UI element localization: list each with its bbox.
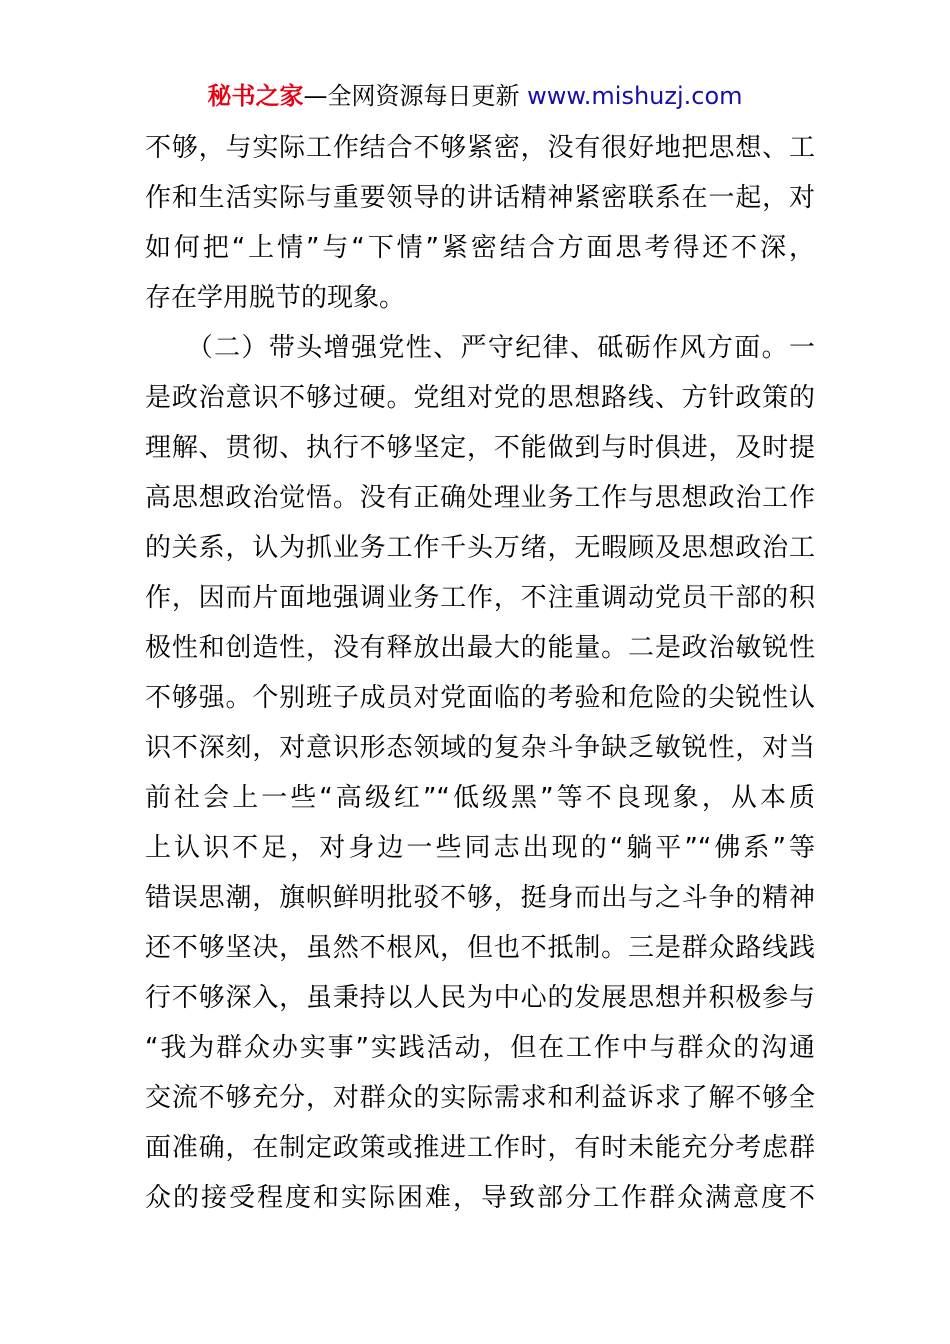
text-line: 理解、贯彻、执行不够坚定，不能做到与时俱进，及时提 — [145, 433, 815, 463]
text-line: 高思想政治觉悟。没有正确处理业务工作与思想政治工作 — [145, 483, 815, 513]
text-line: 如何把“上情”与“下情”紧密结合方面思考得还不深， — [145, 233, 815, 263]
text-line: 不够强。个别班子成员对党面临的考验和危险的尖锐性认 — [145, 683, 815, 713]
text-line: “我为群众办实事”实践活动，但在工作中与群众的沟通 — [145, 1033, 815, 1063]
text-line: 识不深刻，对意识形态领域的复杂斗争缺乏敏锐性，对当 — [145, 733, 815, 763]
site-url-link[interactable]: www.mishuzj.com — [527, 82, 743, 110]
text-line: 前社会上一些“高级红”“低级黑”等不良现象，从本质 — [145, 783, 815, 813]
text-line: 上认识不足，对身边一些同志出现的“躺平”“佛系”等 — [145, 833, 815, 863]
text-line: 还不够坚决，虽然不根风，但也不抵制。三是群众路线践 — [145, 933, 815, 963]
text-line: 面准确，在制定政策或推进工作时，有时未能充分考虑群 — [145, 1133, 815, 1163]
text-line: 作和生活实际与重要领导的讲话精神紧密联系在一起，对 — [145, 183, 815, 213]
page-header — [0, 78, 950, 114]
text-line: 存在学用脱节的现象。 — [145, 283, 406, 313]
site-brand: 秘书之家 — [207, 82, 304, 110]
text-line: 错误思潮，旗帜鲜明批驳不够，挺身而出与之斗争的精神 — [145, 883, 815, 913]
text-line: 是政治意识不够过硬。党组对党的思想路线、方针政策的 — [145, 383, 815, 413]
text-line: 不够，与实际工作结合不够紧密，没有很好地把思想、工 — [145, 133, 815, 163]
site-tagline: —全网资源每日更新 — [303, 82, 528, 110]
text-line: 极性和创造性，没有释放出最大的能量。二是政治敏锐性 — [145, 633, 815, 663]
text-line: 交流不够充分，对群众的实际需求和利益诉求了解不够全 — [145, 1083, 815, 1113]
text-line: 的关系，认为抓业务工作千头万绪，无暇顾及思想政治工 — [145, 533, 815, 563]
document-body — [145, 123, 815, 1223]
section-heading-line: （二）带头增强党性、严守纪律、砥砺作风方面。一 — [145, 333, 815, 363]
text-line: 行不够深入，虽秉持以人民为中心的发展思想并积极参与 — [145, 983, 815, 1013]
text-line: 作，因而片面地强调业务工作，不注重调动党员干部的积 — [145, 583, 815, 613]
text-line: 众的接受程度和实际困难，导致部分工作群众满意度不 — [145, 1183, 815, 1213]
